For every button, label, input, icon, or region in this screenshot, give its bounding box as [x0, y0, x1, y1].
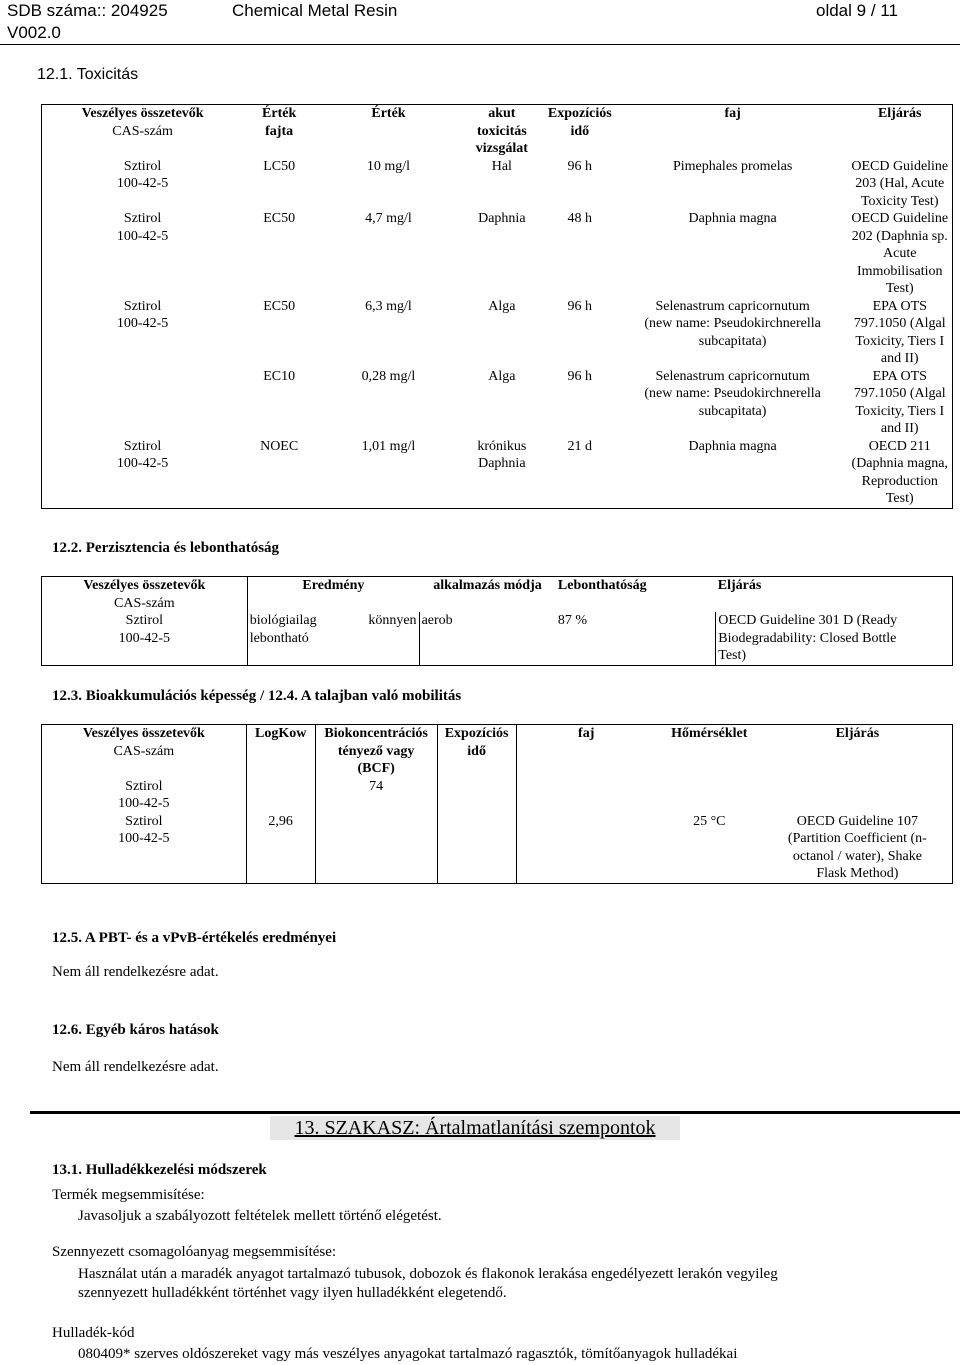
table-row [42, 778, 953, 813]
cell-logkow [246, 778, 315, 813]
header-divider [0, 44, 960, 45]
header-species: faj [516, 725, 656, 778]
persistence-table [41, 576, 953, 666]
header-degradability: Lebonthatóság [557, 578, 647, 593]
cell-species: Selenastrum capricornutum (new name: Pseudokirchnerella subcapitata) [644, 368, 821, 419]
cell-species: Selenastrum capricornutum (new name: Pseudokirchnerella subcapitata) [644, 298, 821, 349]
section-13-1-title: 13.1. Hulladékkezelési módszerek [52, 1162, 267, 1178]
cell-bcf: 74 [315, 778, 437, 813]
section-12-5-text: Nem áll rendelkezésre adat. [52, 964, 219, 980]
cell-substance: Sztirol 100-42-5 [118, 813, 170, 846]
table-row [42, 438, 953, 509]
header-value: Érték [371, 106, 406, 121]
cell-exposure: 96 h [567, 158, 593, 174]
cell-type: EC10 [263, 368, 296, 384]
cell-method: OECD Guideline 202 (Daphnia sp. Acute Immobilisation Test) [851, 211, 949, 296]
header-exposure: Expozíciós idő [547, 106, 612, 139]
header-method: Eljárás [877, 106, 922, 121]
cell-species [516, 813, 656, 884]
cell-species: Pimephales promelas [672, 158, 793, 174]
header-exposure: Expozíciós idő [437, 725, 516, 778]
cell-substance: Sztirol 100-42-5 [118, 778, 170, 811]
header-species: faj [724, 106, 741, 121]
cell-value: 10 mg/l [366, 158, 411, 174]
header-temperature: Hőmérséklet [671, 726, 748, 741]
cell-application: aerob [419, 612, 556, 665]
cell-substance: Sztirol 100-42-5 [116, 158, 169, 191]
cell-method: OECD Guideline 203 (Hal, Acute Toxicity Test) [851, 158, 949, 209]
cell-value: 0,28 mg/l [361, 368, 416, 384]
product-disposal-text: Javasoljuk a szabályozott feltételek mellett történő elégetést. [78, 1208, 442, 1224]
header-logkow: LogKow [246, 725, 315, 778]
cell-method [763, 778, 953, 813]
header-substance: Veszélyes összetevők CAS-szám [81, 106, 204, 139]
toxicity-table [41, 104, 953, 509]
cell-type: EC50 [263, 211, 296, 226]
table-header-row [42, 725, 953, 778]
packaging-disposal-text-2: szennyezett hulladékként történhet vagy ilyen hulladékként elegetendő. [78, 1285, 507, 1301]
header-substance: Veszélyes összetevők CAS-szám [83, 578, 206, 611]
section-12-5-title: 12.5. A PBT- és a vPvB-értékelés eredményei [52, 930, 337, 946]
cell-method: OECD Guideline 107 (Partition Coefficient (n- octanol / water), Shake Flask Method) [787, 813, 927, 881]
section-12-6-title: 12.6. Egyéb káros hatások [52, 1022, 219, 1038]
cell-test: krónikus Daphnia [477, 438, 527, 471]
cell-exposure: 21 d [567, 438, 593, 454]
header-result: Eredmény [247, 577, 419, 613]
bioaccumulation-table [41, 724, 953, 884]
cell-test: Alga [488, 368, 516, 384]
table-row [42, 368, 953, 438]
cell-substance [42, 368, 244, 438]
cell-result: biológiailag könnyen lebontható [247, 612, 419, 665]
header-value-type: Érték fajta [262, 106, 297, 139]
header-method: Eljárás [835, 726, 880, 741]
page-number: oldal 9 / 11 [816, 1, 898, 20]
section-12-2-title: 12.2. Perzisztencia és lebonthatóság [52, 540, 280, 556]
section-12-6-text: Nem áll rendelkezésre adat. [52, 1059, 219, 1075]
waste-code-label: Hulladék-kód [52, 1325, 135, 1341]
cell-species: Daphnia magna [688, 211, 777, 226]
sdb-number: SDB száma:: 204925 [7, 1, 168, 20]
cell-exposure: 96 h [567, 368, 593, 384]
cell-method: EPA OTS 797.1050 (Algal Toxicity, Tiers I and II) [853, 298, 946, 366]
table-header-row [42, 105, 953, 158]
cell-test: Alga [488, 298, 516, 314]
cell-temperature: 25 °C [693, 813, 726, 829]
section-12-3-title: 12.3. Bioakkumulációs képesség / 12.4. A talajban való mobilitás [52, 688, 462, 704]
cell-substance: Sztirol 100-42-5 [116, 438, 169, 471]
packaging-disposal-label: Szennyezett csomagolóanyag megsemmisítése: [52, 1244, 337, 1260]
table-header-row [42, 577, 953, 613]
cell-type: EC50 [263, 298, 296, 314]
cell-exposure: 96 h [567, 298, 593, 314]
cell-value: 6,3 mg/l [365, 298, 412, 314]
header-application: alkalmazás módja [433, 578, 542, 593]
header-method: Eljárás [717, 578, 762, 593]
cell-temperature [656, 778, 763, 813]
table-row [42, 298, 953, 368]
cell-exposure: 48 h [567, 211, 593, 226]
cell-substance: Sztirol 100-42-5 [116, 211, 169, 244]
waste-code-text: 080409* szerves oldószereket vagy más veszélyes anyagokat tartalmazó ragasztók, tömítőanyagok hulladékai [78, 1346, 738, 1362]
cell-substance: Sztirol 100-42-5 [118, 613, 170, 646]
table-row [42, 158, 953, 211]
section-13-title: 13. SZAKASZ: Ártalmatlanítási szempontok [270, 1116, 680, 1140]
header-substance: Veszélyes összetevők CAS-szám [82, 726, 205, 759]
cell-test: Hal [491, 158, 512, 174]
cell-method: EPA OTS 797.1050 (Algal Toxicity, Tiers I and II) [853, 368, 946, 436]
table-row [42, 612, 953, 665]
cell-bcf [315, 813, 437, 884]
cell-species [516, 778, 656, 813]
cell-substance: Sztirol 100-42-5 [116, 298, 169, 331]
product-disposal-label: Termék megsemmisítése: [52, 1187, 205, 1203]
cell-value: 1,01 mg/l [361, 438, 416, 454]
cell-logkow: 2,96 [246, 813, 315, 884]
cell-test: Daphnia [478, 211, 526, 226]
header-test: akut toxicitás vizsgálat [475, 106, 528, 156]
section-12-1-title: 12.1. Toxicitás [37, 66, 139, 83]
cell-exposure [437, 778, 516, 813]
table-row [42, 210, 953, 298]
header-bcf: Biokoncentrációs tényező vagy (BCF) [315, 725, 437, 778]
cell-exposure [437, 813, 516, 884]
product-name: Chemical Metal Resin [232, 1, 398, 20]
cell-type: LC50 [263, 158, 296, 174]
table-row [42, 813, 953, 884]
cell-species: Daphnia magna [688, 438, 777, 454]
cell-method: OECD 211 (Daphnia magna, Reproduction Test) [851, 438, 948, 506]
cell-method: OECD Guideline 301 D (Ready Biodegradability: Closed Bottle Test) [716, 612, 953, 665]
version: V002.0 [7, 23, 61, 42]
cell-value: 4,7 mg/l [365, 211, 412, 226]
cell-type: NOEC [260, 438, 299, 454]
section-divider [30, 1111, 960, 1114]
cell-degradability: 87 % [557, 613, 588, 628]
packaging-disposal-text-1: Használat után a maradék anyagot tartalmazó tubusok, dobozok és flakonok lerakása engedélyezett lerakón vegyileg [78, 1266, 778, 1282]
